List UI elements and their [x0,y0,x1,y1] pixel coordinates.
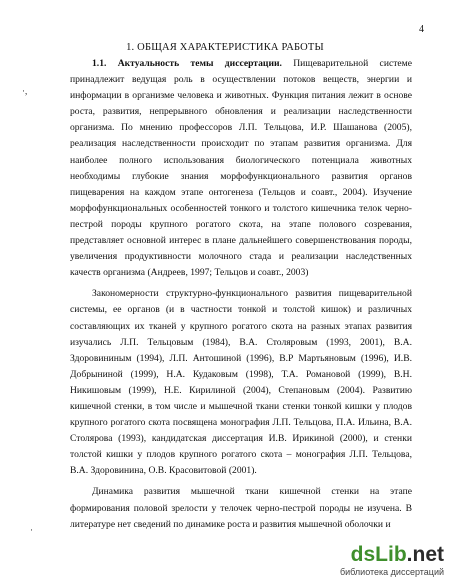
body-text [70,56,412,533]
section-heading: 1. ОБЩАЯ ХАРАКТЕРИСТИКА РАБОТЫ [126,42,324,53]
margin-mark-bottom: · [30,525,33,535]
paragraph-dynamics: Динамика развития мышечной ткани кишечной стенки на этапе формирования половой зрелости у телочек черно-пестрой породы не изучена. В литературе нет сведений по динамике роста и развития мышечной оболочки и [70,486,412,530]
watermark-tagline: библиотека диссертаций [339,567,444,577]
page-number: 4 [419,24,424,35]
paragraph-relevance [70,56,412,281]
paragraph-relevance-text: Пищеварительной системе принадлежит ведущая роль в осуществлении потоков веществ, энергии и информации в организме человека и животных. Функция питания лежит в основе роста, развития, непрерывного обновления и реализации наследственности организма. По мнению профессоров Л.П. Тельцова, И.Р. Шашанова (2005), реализация наследственности происходит по этапам развития организма. Для наиболее полного использования биологического потенциала животных необходимы глубокие знания морфофункционального развития органов пищеварения на каждом этапе онтогенеза (Тельцов и соавт., 2004). Изучение морфофункциональных особенностей тонкого и толстого кишечника телок черно-пестрой породы крупного рогатого скота, на этапе полового созревания, представляет основной интерес в плане дальнейшего совершенствования породы, увеличения продуктивности молочного стада и реализации наследственных качеств организма (Андреев, 1997; Тельцов и соавт., 2003) [70,58,412,279]
subsection-title: 1.1. Актуальность темы диссертации. [92,58,282,69]
watermark-logo [304,544,444,566]
paragraph-literature: Закономерности структурно-функционального развития пищеварительной системы, ее органов (и в частности тонкой и толстой кишок) и различных составляющих их тканей у крупного рогатого скота на разных этапах развития изучались Л.П. Тельцовым (1984), В.А. Столяровым (1993, 2001), В.А. Здоровининым (1994), Л.П. Антошиной (1996), В.Р Мартьяновым (1996), И.В. Добрыниной (1999), Н.А. Кудаковым (1998), Т.А. Романовой (1999), В.Н. Никишовым (1999), Н.Е. Кирилиной (2004), Степановым (2004). Развитию кишечной стенки, в том числе и мышечной ткани стенки тонкой кишки у плодов крупного рогатого скота посвящена монография Л.П. Тельцова, П.А. Ильина, В.А. Столярова (1993), кандидатская диссертация И.В. Ирикиной (2000), и стенки толстой кишки у плодов крупного рогатого скота – монография Л.П. Тельцова, В.А. Здоровинина, О.В. Красовитовой (2001). [70,288,412,477]
watermark-logo-tld: .net [406,543,444,566]
margin-mark-top: ·, [22,86,28,96]
watermark-logo-main: dsLib [350,543,407,566]
dslib-watermark[interactable] [304,544,444,577]
